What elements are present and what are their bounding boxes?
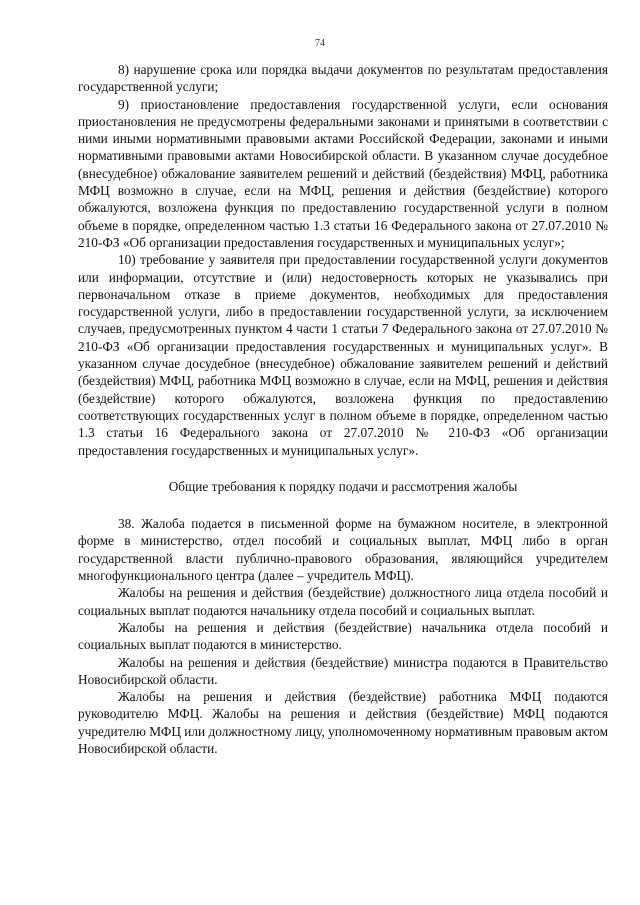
paragraph-complaint-dept-head: Жалобы на решения и действия (бездействие) должностного лица отдела пособий и социальных выплат подаются начальнику отдела пособий и социальных выплат. <box>78 585 608 618</box>
paragraph-item-8: 8) нарушение срока или порядка выдачи документов по результатам предоставления государственной услуги; <box>78 62 608 95</box>
page-number: 74 <box>315 38 325 49</box>
section-heading: Общие требования к порядку подачи и рассмотрения жалобы <box>168 478 518 494</box>
document-body <box>78 61 608 757</box>
paragraph-complaint-mfc: Жалобы на решения и действия (бездействие) работника МФЦ подаются руководителю МФЦ. Жалобы на решения и действия (бездействие) МФЦ подаются учредителю МФЦ или должностному лицу, уполномоченному нормативным правовым актом Новосибирской области. <box>78 689 608 756</box>
paragraph-complaint-minister: Жалобы на решения и действия (бездействие) министра подаются в Правительство Новосибирской области. <box>78 654 608 687</box>
paragraph-item-9: 9) приостановление предоставления государственной услуги, если основания приостановления не предусмотрены федеральными законами и принятыми в соответствии с ними иными нормативными правовыми актами Российской Федерации, законами и иными нормативными правовыми актами Новосибирской области. В указанном случае досудебное (внесудебное) обжалование заявителем решений и действий (бездействия) МФЦ, работника МФЦ возможно в случае, если на МФЦ, решения и действия (бездействие) которого обжалуются, возложена функция по предоставлению государственной услуги в полном объеме в порядке, определенном частью 1.3 статьи 16 Федерального закона от 27.07.2010 № 210-ФЗ «Об организации предоставления государственных и муниципальных услуг»; <box>78 96 608 250</box>
paragraph-38: 38. Жалоба подается в письменной форме на бумажном носителе, в электронной форме в министерство, отдел пособий и социальных выплат, МФЦ либо в орган государственной власти публично-правового образования, являющийся учредителем многофункционального центра (далее – учредитель МФЦ). <box>78 516 608 584</box>
paragraph-item-10: 10) требование у заявителя при предоставлении государственной услуги документов или информации, отсутствие и (или) недостоверность которых не указывались при первоначальном отказе в приеме документов, необходимых для предоставления государственной услуги, либо в предоставлении государственной услуги, за исключением случаев, предусмотренных пунктом 4 части 1 статьи 7 Федерального закона от 27.07.2010 № 210-ФЗ «Об организации предоставления государственных и муниципальных услуг». В указанном случае досудебное (внесудебное) обжалование заявителем решений и действий (бездействия) МФЦ, работника МФЦ возможно в случае, если на МФЦ, решения и действия (бездействие) которого обжалуются, возложена функция по предоставлению соответствующих государственных услуг в полном объеме в порядке, определенном частью 1.3 статьи 16 Федерального закона от 27.07.2010 № 210-ФЗ «Об организации предоставления государственных и муниципальных услуг». <box>78 252 608 458</box>
paragraph-complaint-ministry: Жалобы на решения и действия (бездействие) начальника отдела пособий и социальных выплат подаются в министерство. <box>78 619 608 653</box>
